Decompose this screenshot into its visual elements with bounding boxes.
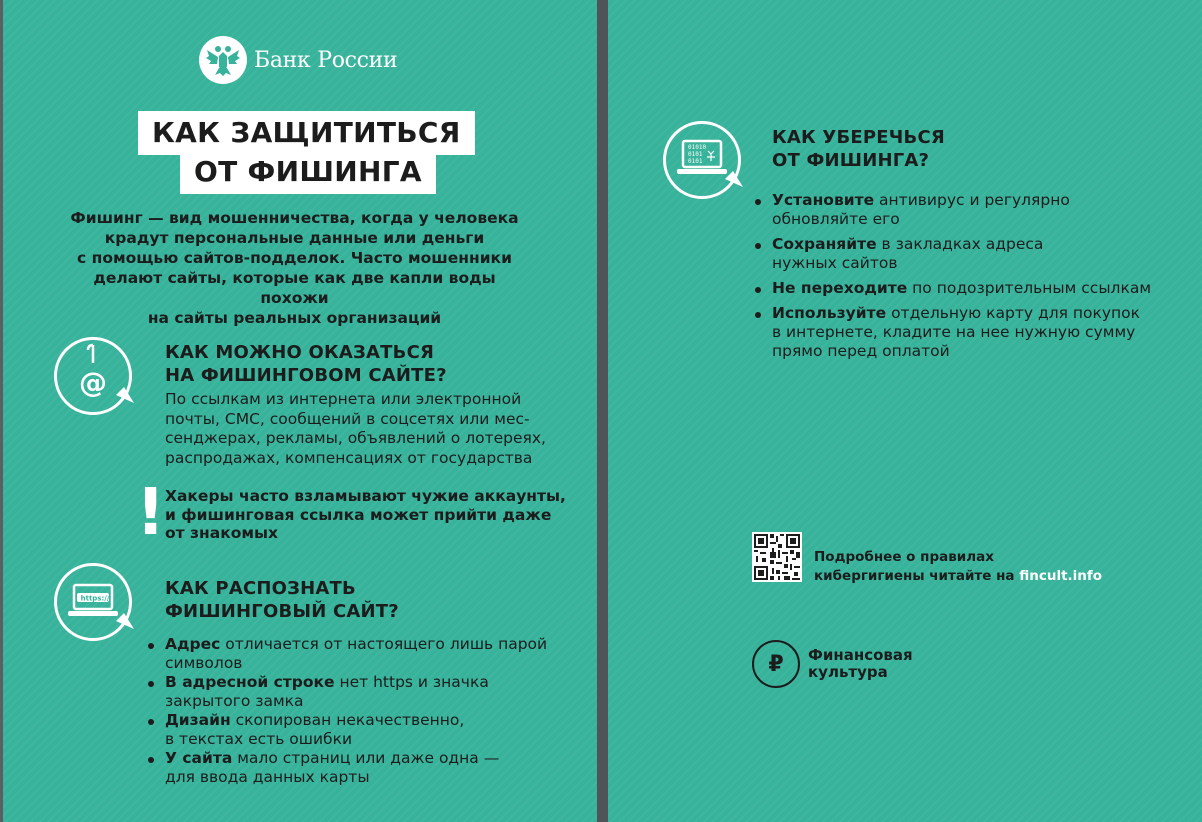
warning-line: Хакеры часто взламывают чужие аккаунты, [165, 487, 566, 505]
page-gutter [597, 0, 608, 822]
intro-line: на сайты реальных организаций [147, 309, 442, 327]
intro-line: с помощью сайтов-подделок. Часто мошенники [77, 249, 512, 267]
heading-line: КАК УБЕРЕЧЬСЯ [772, 127, 945, 148]
intro-line: делают сайты, которые как две капли воды похожи [93, 269, 496, 307]
list-item: Адрес отличается от настоящего лишь парой символов [165, 635, 565, 673]
laptop-binary-icon [663, 121, 741, 199]
qr-code[interactable] [752, 532, 802, 582]
heading-line: НА ФИШИНГОВОМ САЙТЕ? [165, 365, 447, 386]
list-item: Используйте отдельную карту для покупок в интернете, кладите на нее нужную сумму прямо перед оплатой [772, 304, 1172, 361]
text-line: По ссылкам из интернета или электронной [165, 390, 522, 408]
heading-line: ОТ ФИШИНГА? [772, 150, 930, 171]
main-title-line2: ОТ ФИШИНГА [180, 150, 436, 194]
intro-paragraph [67, 208, 522, 328]
ruble-icon: ₽ [752, 640, 800, 688]
bank-name: Банк России [254, 47, 398, 73]
section1-heading [165, 341, 447, 387]
protect-list [772, 191, 1172, 361]
fincult-brand [752, 640, 913, 688]
fincult-link[interactable]: fincult.info [1019, 568, 1103, 584]
text-line: сенджерах, рекламы, объявлений о лотереях, [165, 429, 546, 447]
bank-logo [199, 36, 397, 84]
text-line: распродажах, компенсациях от государства [165, 448, 533, 467]
left-page [3, 0, 597, 822]
qr-caption [814, 548, 1102, 586]
protect-heading [772, 126, 945, 172]
heading-line: КАК МОЖНО ОКАЗАТЬСЯ [165, 342, 435, 363]
binary-line: 01010 [688, 144, 707, 151]
section1-text [165, 390, 546, 468]
https-label: https:// [80, 594, 110, 603]
qr-caption-line: Подробнее о правилах [814, 549, 994, 565]
warning-line: от знакомых [165, 524, 279, 542]
main-title-line1: КАК ЗАЩИТИТЬСЯ [138, 111, 475, 155]
list-item: Установите антивирус и регулярно обновляйте его [772, 191, 1172, 229]
heading-line: ФИШИНГОВЫЙ САЙТ? [165, 601, 399, 622]
at-hook-icon [54, 337, 132, 415]
intro-line: крадут персональные данные или деньги [104, 229, 485, 247]
binary-line: 0101 [688, 158, 703, 165]
text-line: почты, СМС, сообщений в соцсетях или мес- [165, 409, 530, 428]
brand-line: культура [808, 663, 888, 681]
list-item: У сайта мало страниц или даже одна — для ввода данных карты [165, 749, 565, 787]
list-item: Дизайн скопирован некачественно, в текстах есть ошибки [165, 711, 565, 749]
heading-line: КАК РАСПОЗНАТЬ [165, 578, 356, 599]
laptop-https-icon [54, 563, 132, 641]
qr-caption-line: кибергигиены читайте на fincult.info [814, 568, 1103, 584]
binary-line: 0101 [688, 151, 703, 158]
warning-line: и фишинговая ссылка может прийти даже [165, 505, 552, 524]
list-item: Не переходите по подозрительным ссылкам [772, 279, 1172, 298]
recognize-list [165, 635, 565, 787]
list-item: Сохраняйте в закладках адреса нужных сайтов [772, 235, 1172, 273]
right-page [608, 0, 1202, 822]
eagle-emblem-icon [199, 36, 247, 84]
intro-line: Фишинг — вид мошенничества, когда у человека [70, 209, 519, 227]
brand-line: Финансовая [808, 646, 913, 664]
svg-text:@: @ [79, 366, 107, 399]
section2-heading [165, 577, 399, 623]
brand-name [808, 647, 913, 681]
list-item: В адресной строке нет https и значка закрытого замка [165, 673, 565, 711]
warning-text [165, 487, 566, 543]
exclamation-icon: ! [136, 476, 166, 550]
